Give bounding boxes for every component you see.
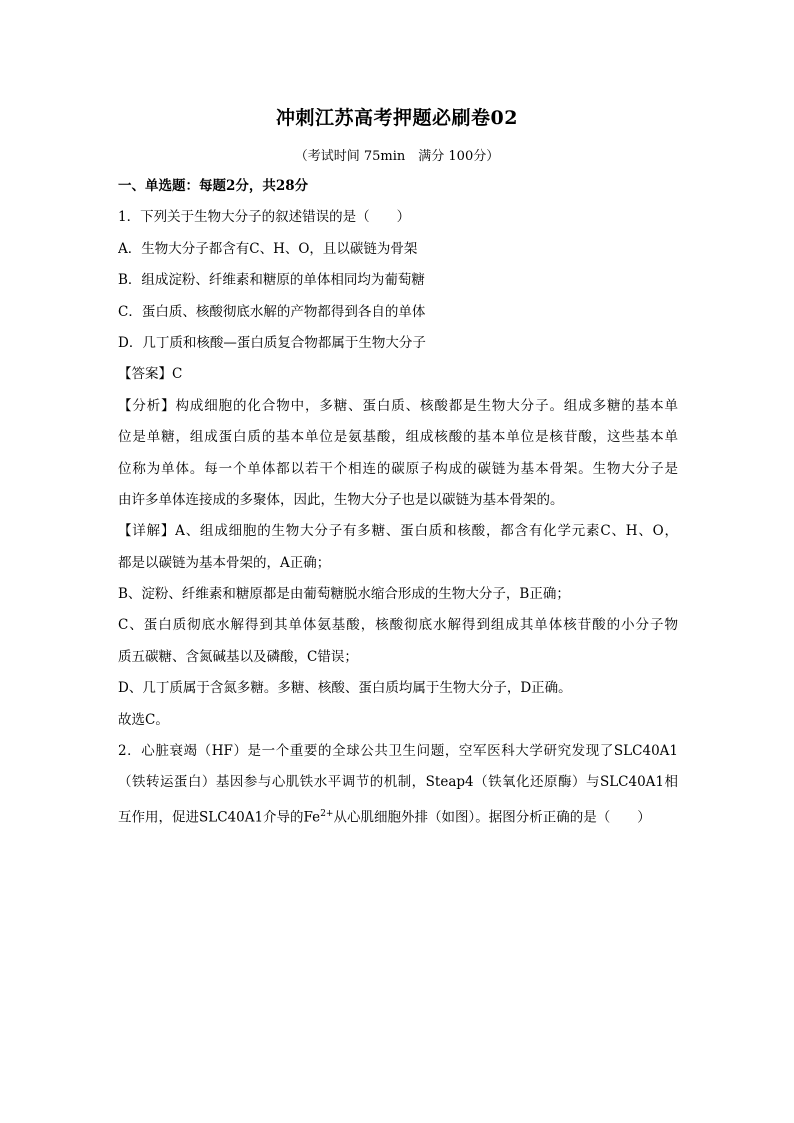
exam-info: （考试时间 75min 满分 100分） — [294, 149, 500, 164]
question-1-answer: 【答案】C — [118, 366, 183, 383]
question-2-line — [118, 799, 678, 830]
question-2-line: 2．心脏衰竭（HF）是一个重要的全球公共卫生问题，空军医科大学研究发现了SLC40A1 — [118, 743, 678, 760]
question-1-option-b: B．组成淀粉、纤维素和糖原的单体相同均为葡萄糖 — [118, 272, 425, 289]
detail-line: D、几丁质属于含氮多糖。多糖、核酸、蛋白质均属于生物大分子，D正确。 — [118, 680, 572, 697]
iron-charge-superscript: 2+ — [320, 808, 334, 819]
section-heading: 一、单选题：每题2分，共28分 — [118, 178, 309, 194]
question-2-text: 从心肌细胞外排（如图）。据图分析正确的是（ ） — [333, 809, 651, 826]
detail-line: 故选C。 — [118, 711, 169, 728]
analysis-line: 【分析】构成细胞的化合物中，多糖、蛋白质、核酸都是生物大分子。组成多糖的基本单 — [118, 397, 678, 414]
detail-line: C、蛋白质彻底水解得到其单体氨基酸，核酸彻底水解得到组成其单体核苷酸的小分子物 — [118, 617, 678, 634]
question-1-option-d: D．几丁质和核酸—蛋白质复合物都属于生物大分子 — [118, 334, 426, 351]
analysis-line: 位是单糖，组成蛋白质的基本单位是氨基酸，组成核酸的基本单位是核苷酸，这些基本单 — [118, 429, 678, 446]
detail-line: 质五碳糖、含氮碱基以及磷酸，C错误； — [118, 648, 358, 665]
question-2-line: （铁转运蛋白）基因参与心肌铁水平调节的机制，Steap4（铁氧化还原酶）与SLC40A1相 — [118, 774, 678, 791]
question-1-option-c: C．蛋白质、核酸彻底水解的产物都得到各自的单体 — [118, 303, 426, 320]
page-title: 冲刺江苏高考押题必刷卷02 — [276, 107, 518, 129]
detail-line: 都是以碳链为基本骨架的，A正确； — [118, 554, 331, 571]
document-body — [118, 171, 678, 830]
detail-line: B、淀粉、纤维素和糖原都是由葡萄糖脱水缩合形成的生物大分子，B正确； — [118, 586, 570, 603]
question-2-text: 互作用，促进SLC40A1介导的Fe — [118, 809, 321, 826]
question-1-stem: 1．下列关于生物大分子的叙述错误的是（ ） — [118, 209, 411, 226]
analysis-line: 位称为单体。每一个单体都以若干个相连的碳原子构成的碳链为基本骨架。生物大分子是 — [118, 460, 678, 477]
analysis-line: 由许多单体连接成的多聚体，因此，生物大分子也是以碳链为基本骨架的。 — [118, 491, 564, 508]
detail-line: 【详解】A、组成细胞的生物大分子有多糖、蛋白质和核酸，都含有化学元素C、H、O， — [118, 523, 678, 540]
question-1-option-a: A．生物大分子都含有C、H、O，且以碳链为骨架 — [118, 240, 418, 257]
